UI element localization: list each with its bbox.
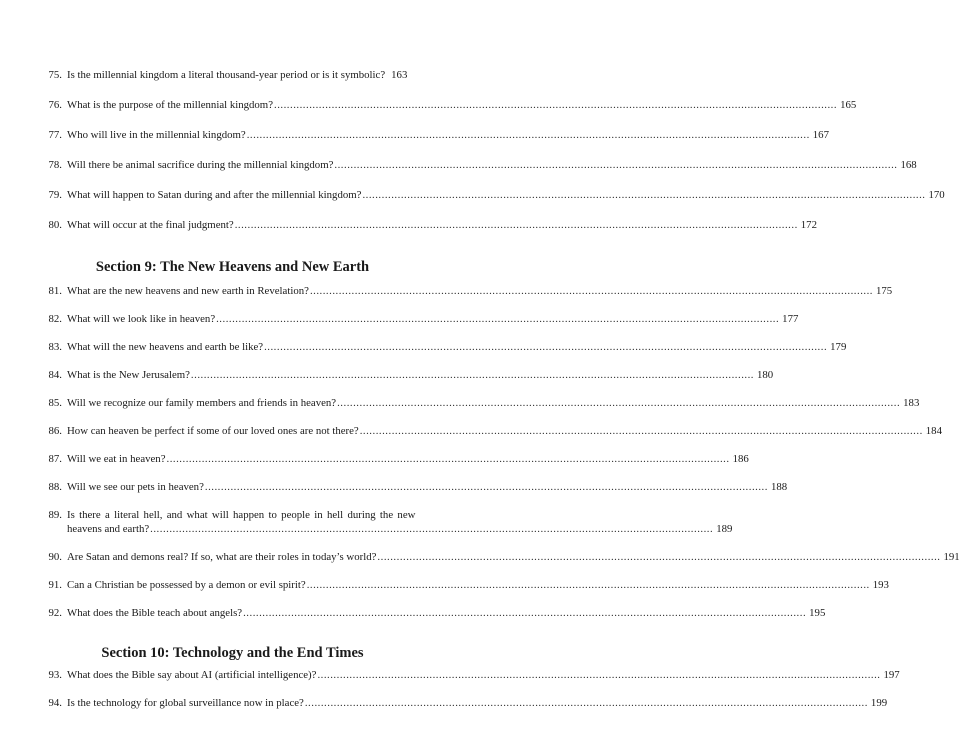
entry-page: 168 [900, 159, 917, 171]
entry-number: 77. [48, 129, 62, 141]
entry-page: 188 [770, 481, 788, 493]
entry-number: 75. [48, 69, 62, 81]
toc-entry[interactable] [38, 508, 733, 536]
leader-dots [307, 578, 870, 592]
entry-question: What will the new heavens and earth be like? [67, 341, 264, 353]
entry-number: 92. [48, 607, 62, 619]
section-heading: Section 10: Technology and the End Times [101, 645, 364, 661]
entry-question: What is the New Jerusalem? [67, 369, 190, 381]
leader-dots [191, 368, 754, 382]
entry-question: Is the millennial kingdom a literal thousand-year period or is it symbolic? [67, 69, 386, 81]
entry-page: 193 [872, 579, 889, 591]
entry-number: 82. [48, 313, 62, 325]
entry-question: How can heaven be perfect if some of our loved ones are not there? [67, 425, 359, 437]
toc-entry[interactable] [38, 668, 900, 682]
entry-page: 191 [943, 551, 960, 563]
entry-page: 197 [883, 669, 900, 681]
leader-dots [264, 340, 827, 354]
entry-number: 84. [48, 369, 62, 381]
leader-dots [362, 188, 925, 202]
leader-dots [247, 128, 810, 142]
entry-number: 81. [48, 285, 62, 297]
section-heading: Section 9: The New Heavens and New Earth [95, 259, 370, 275]
entry-page: 179 [830, 341, 847, 353]
leader-dots [150, 522, 713, 536]
entry-question: What does the Bible teach about angels? [67, 607, 243, 619]
entry-page: 186 [732, 453, 749, 465]
entry-page: 175 [876, 285, 893, 297]
entry-number: 83. [48, 341, 62, 353]
toc-entry[interactable] [38, 68, 427, 82]
entry-question-continuation: heavens and earth? [67, 523, 150, 535]
entry-number: 94. [48, 697, 62, 709]
entry-number: 93. [48, 669, 62, 681]
entry-page: 189 [716, 523, 733, 535]
toc-entry[interactable] [38, 128, 829, 142]
entry-number: 80. [48, 219, 62, 231]
toc-entry[interactable] [38, 452, 749, 466]
toc-entry[interactable] [38, 396, 920, 410]
entry-page: 177 [782, 313, 799, 325]
entry-page: 172 [800, 219, 817, 231]
toc-entry[interactable] [38, 424, 942, 438]
leader-dots [167, 452, 730, 466]
entry-page: 165 [840, 99, 857, 111]
entry-question: Is there a literal hell, and what will happen to people in hell during the new [67, 509, 416, 521]
entry-page: 183 [903, 397, 920, 409]
entry-number: 87. [48, 453, 62, 465]
leader-dots [334, 158, 897, 172]
entry-page: 199 [870, 697, 888, 709]
toc-entry[interactable] [38, 340, 847, 354]
entry-page: 184 [925, 425, 942, 437]
entry-question: What will occur at the final judgment? [67, 219, 234, 231]
toc-entry[interactable] [38, 158, 917, 172]
leader-dots [274, 98, 837, 112]
toc-entry[interactable] [38, 368, 774, 382]
entry-number: 88. [48, 481, 62, 493]
leader-dots [360, 424, 923, 438]
table-of-contents [38, 62, 960, 710]
entry-question: What does the Bible say about AI (artificial intelligence)? [67, 669, 317, 681]
entry-question: Will we recognize our family members and friends in heaven? [67, 397, 337, 409]
entry-question: Are Satan and demons real? If so, what are their roles in today’s world? [67, 551, 377, 563]
entry-page: 195 [809, 607, 826, 619]
entry-question: Who will live in the millennial kingdom? [67, 129, 246, 141]
toc-entry[interactable] [38, 480, 788, 494]
entry-question: What are the new heavens and new earth in Revelation? [67, 285, 309, 297]
toc-entry[interactable] [38, 98, 857, 112]
entry-question: What will we look like in heaven? [67, 313, 216, 325]
entry-number: 76. [48, 99, 62, 111]
entry-page: 163 [391, 69, 408, 81]
toc-entry[interactable] [38, 550, 960, 564]
leader-dots [205, 480, 768, 494]
entry-number: 90. [48, 551, 62, 563]
leader-dots [235, 218, 798, 232]
entry-question: Will there be animal sacrifice during the millennial kingdom? [67, 159, 334, 171]
leader-dots [317, 668, 880, 682]
leader-dots [377, 550, 940, 564]
leader-dots [305, 696, 868, 710]
toc-entry[interactable] [38, 188, 945, 202]
entry-page: 180 [756, 369, 774, 381]
entry-number: 91. [48, 579, 62, 591]
leader-dots [216, 312, 779, 326]
entry-question: Is the technology for global surveillance now in place? [67, 697, 304, 709]
toc-entry[interactable] [38, 578, 889, 592]
entry-page: 170 [928, 189, 945, 201]
entry-number: 85. [48, 397, 62, 409]
toc-entry[interactable] [38, 606, 826, 620]
entry-number: 86. [48, 425, 62, 437]
entry-question: Can a Christian be possessed by a demon or evil spirit? [67, 579, 306, 591]
toc-entry[interactable] [38, 312, 799, 326]
entry-number: 89. [48, 509, 62, 521]
leader-dots [337, 396, 900, 410]
entry-number: 79. [48, 189, 62, 201]
entry-number: 78. [48, 159, 62, 171]
leader-dots [243, 606, 806, 620]
toc-entry[interactable] [38, 696, 888, 710]
leader-dots [310, 284, 873, 298]
toc-entry[interactable] [38, 218, 817, 232]
entry-question: What will happen to Satan during and after the millennial kingdom? [67, 189, 362, 201]
entry-question: Will we see our pets in heaven? [67, 481, 204, 493]
entry-page: 167 [812, 129, 829, 141]
toc-entry[interactable] [38, 284, 893, 298]
entry-question: Will we eat in heaven? [67, 453, 166, 465]
entry-question: What is the purpose of the millennial kingdom? [67, 99, 273, 111]
